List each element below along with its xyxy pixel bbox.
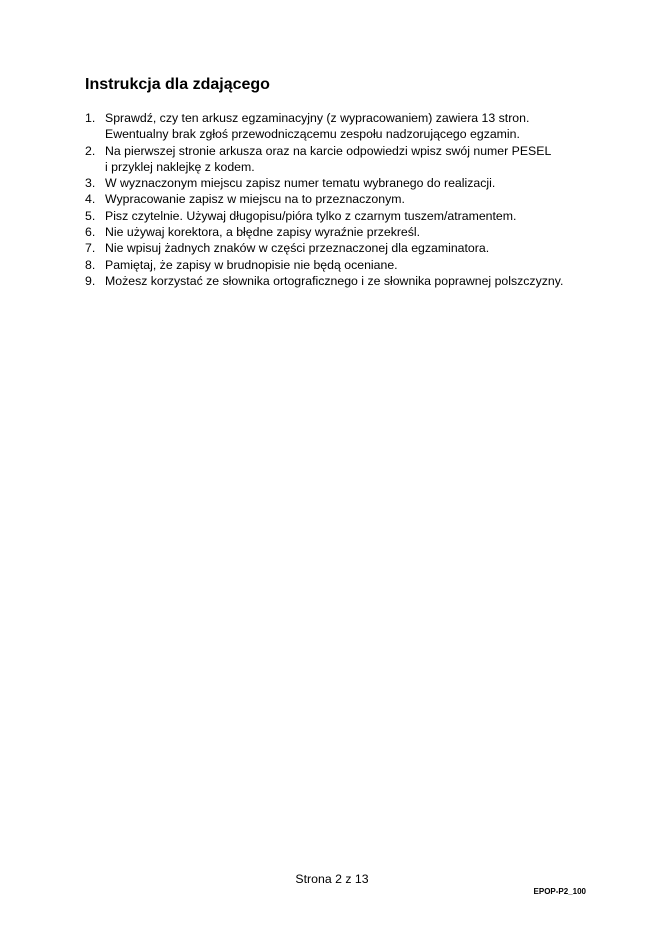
instruction-line: Na pierwszej stronie arkusza oraz na karcie odpowiedzi wpisz swój numer PESEL: [105, 143, 552, 158]
instruction-item: [85, 110, 645, 143]
instruction-item: [85, 208, 645, 224]
instruction-text: [105, 110, 529, 143]
page-number: Strona 2 z 13: [295, 872, 369, 886]
instruction-text: [105, 208, 516, 224]
instruction-item: [85, 143, 645, 176]
instruction-text: [105, 191, 405, 207]
instruction-text: [105, 273, 563, 289]
instruction-number: 2.: [85, 143, 96, 158]
instruction-text: [105, 240, 489, 256]
instruction-line: i przyklej naklejkę z kodem.: [105, 159, 255, 174]
instruction-number: 1.: [85, 111, 96, 125]
instruction-line: Pisz czytelnie. Używaj długopisu/pióra tylko z czarnym tuszem/atramentem.: [105, 208, 517, 223]
instruction-number: 5.: [85, 208, 96, 223]
instruction-item: [85, 257, 645, 273]
instruction-text: [105, 224, 420, 240]
instruction-text: [105, 175, 495, 191]
instruction-line: Sprawdź, czy ten arkusz egzaminacyjny (z wypracowaniem) zawiera 13 stron.: [105, 111, 530, 125]
instruction-text: [105, 257, 398, 273]
instruction-number: 8.: [85, 257, 96, 272]
instruction-number: 6.: [85, 225, 96, 240]
instruction-number: 9.: [85, 273, 96, 288]
instruction-line: Nie używaj korektora, a błędne zapisy wyraźnie przekreśl.: [105, 225, 421, 240]
instruction-item: [85, 273, 645, 289]
instruction-item: [85, 191, 645, 207]
instruction-line: Ewentualny brak zgłoś przewodniczącemu zespołu nadzorującego egzamin.: [105, 127, 520, 142]
instruction-line: W wyznaczonym miejscu zapisz numer tematu wybranego do realizacji.: [105, 176, 496, 191]
instruction-item: [85, 175, 645, 191]
instruction-number: 3.: [85, 176, 96, 191]
instruction-number: 7.: [85, 241, 96, 256]
instruction-item: [85, 224, 645, 240]
instruction-line: Pamiętaj, że zapisy w brudnopisie nie będą oceniane.: [105, 257, 398, 272]
exam-code: EPOP-P2_100: [533, 887, 586, 896]
instruction-line: Nie wpisuj żadnych znaków w części przeznaczonej dla egzaminatora.: [105, 241, 490, 256]
instruction-list: [85, 110, 645, 289]
instruction-line: Możesz korzystać ze słownika ortograficznego i ze słownika poprawnej polszczyzny.: [105, 273, 564, 288]
instruction-text: [105, 143, 551, 176]
page-heading: Instrukcja dla zdającego: [85, 76, 270, 93]
instruction-item: [85, 240, 645, 256]
instruction-line: Wypracowanie zapisz w miejscu na to przeznaczonym.: [105, 192, 405, 207]
instruction-number: 4.: [85, 192, 96, 207]
